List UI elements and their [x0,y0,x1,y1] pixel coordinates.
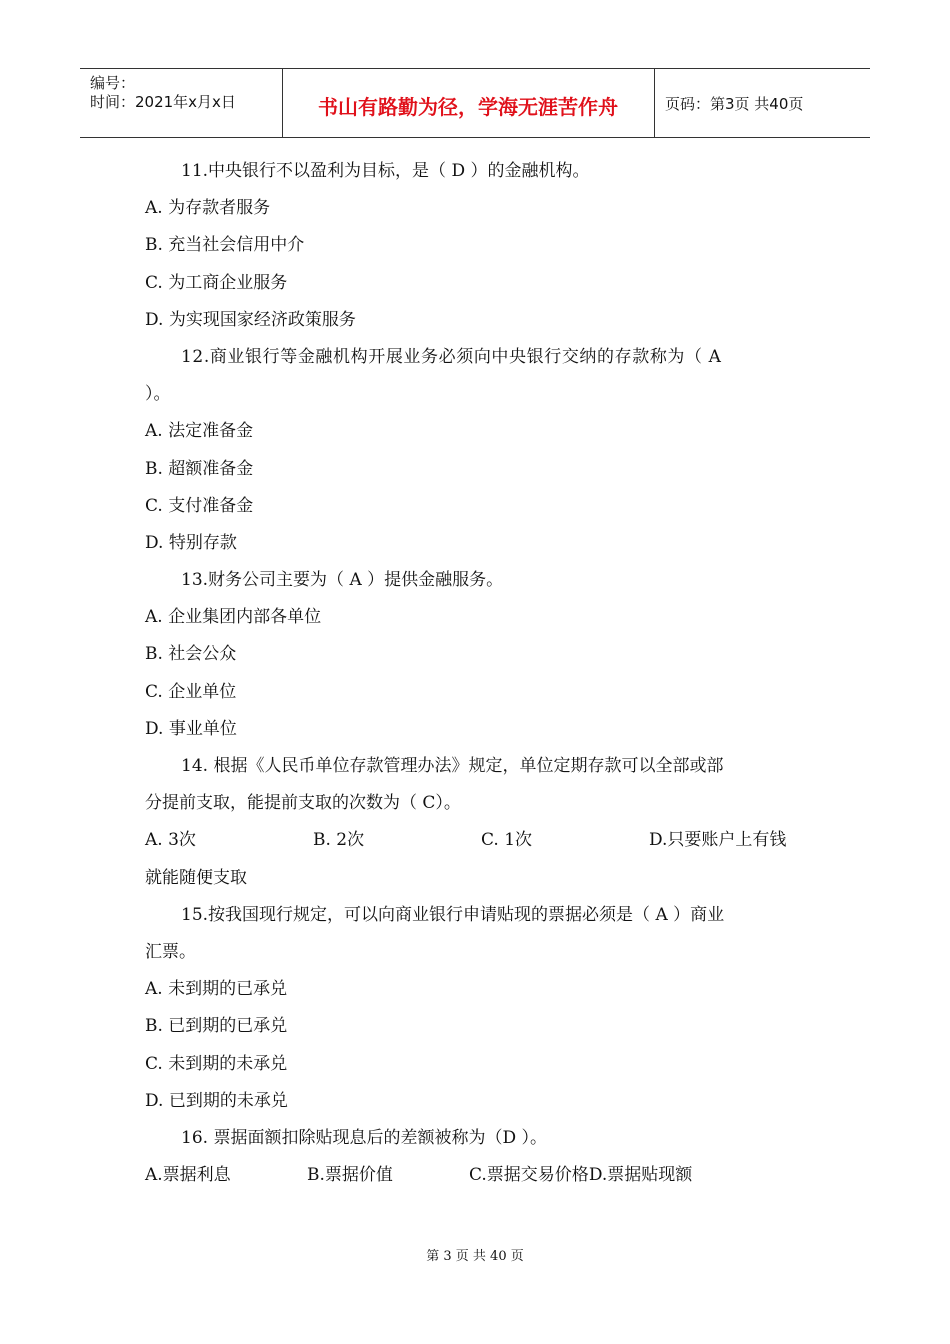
time-label: 时间：2021年x月x日 [90,93,236,111]
slogan: 书山有路勤为径，学海无涯苦作舟 [318,95,618,119]
question-stem-continuation: ）。 [145,384,171,405]
inline-options [145,1157,810,1194]
question-stem: 12.商业银行等金融机构开展业务必须向中央银行交纳的存款称为（ A [181,346,722,367]
option: C. 支付准备金 [145,495,254,516]
option: C.票据交易价格 [469,1165,589,1186]
option: B.票据价值 [307,1165,393,1186]
question-stem-continuation: 汇票。 [145,941,196,962]
option: C. 未到期的未承兑 [145,1053,288,1074]
option: B. 充当社会信用中介 [145,235,305,256]
page-header [80,68,870,138]
option: D. 已到期的未承兑 [145,1090,288,1111]
question-stem: 13.财务公司主要为（ A ）提供金融服务。 [181,570,504,591]
option: D.只要账户上有钱 [649,830,787,851]
option: C. 企业单位 [145,681,237,702]
inline-options [145,822,810,859]
question-stem: 15.按我国现行规定，可以向商业银行申请贴现的票据必须是（ A ）商业 [181,904,725,925]
header-meta [80,69,283,137]
option: B. 社会公众 [145,644,237,665]
option: A. 企业集团内部各单位 [145,607,322,628]
document-body [145,153,810,1194]
option: D. 特别存款 [145,532,237,553]
option: A.票据利息 [145,1165,231,1186]
question-stem: 16. 票据面额扣除贴现息后的差额被称为（D ）。 [181,1127,547,1148]
option: D. 为实现国家经济政策服务 [145,309,356,330]
option: D.票据贴现额 [588,1165,693,1186]
option: B. 超额准备金 [145,458,254,479]
option: B. 2次 [313,830,365,851]
option: A. 未到期的已承兑 [145,979,288,1000]
question-stem: 14. 根据《人民币单位存款管理办法》规定，单位定期存款可以全部或部 [181,756,724,776]
option: A. 法定准备金 [145,421,254,442]
number-label: 编号： [90,74,136,92]
option: A. 为存款者服务 [145,198,271,219]
question-stem: 11.中央银行不以盈利为目标，是（ D ）的金融机构。 [181,161,590,181]
page-footer: 第 3 页 共 40 页 [426,1249,524,1264]
option: D. 事业单位 [145,718,237,739]
question-stem-continuation: 分提前支取，能提前支取的次数为（ C）。 [145,793,461,814]
option: B. 已到期的已承兑 [145,1016,288,1037]
header-page-cell [655,69,870,137]
option: C. 1次 [481,830,533,851]
header-slogan-cell [282,69,655,137]
page-info: 页码：第3页 共40页 [665,95,804,113]
option-continuation: 就能随便支取 [145,867,247,888]
option: A. 3次 [145,830,196,851]
option: C. 为工商企业服务 [145,272,288,293]
